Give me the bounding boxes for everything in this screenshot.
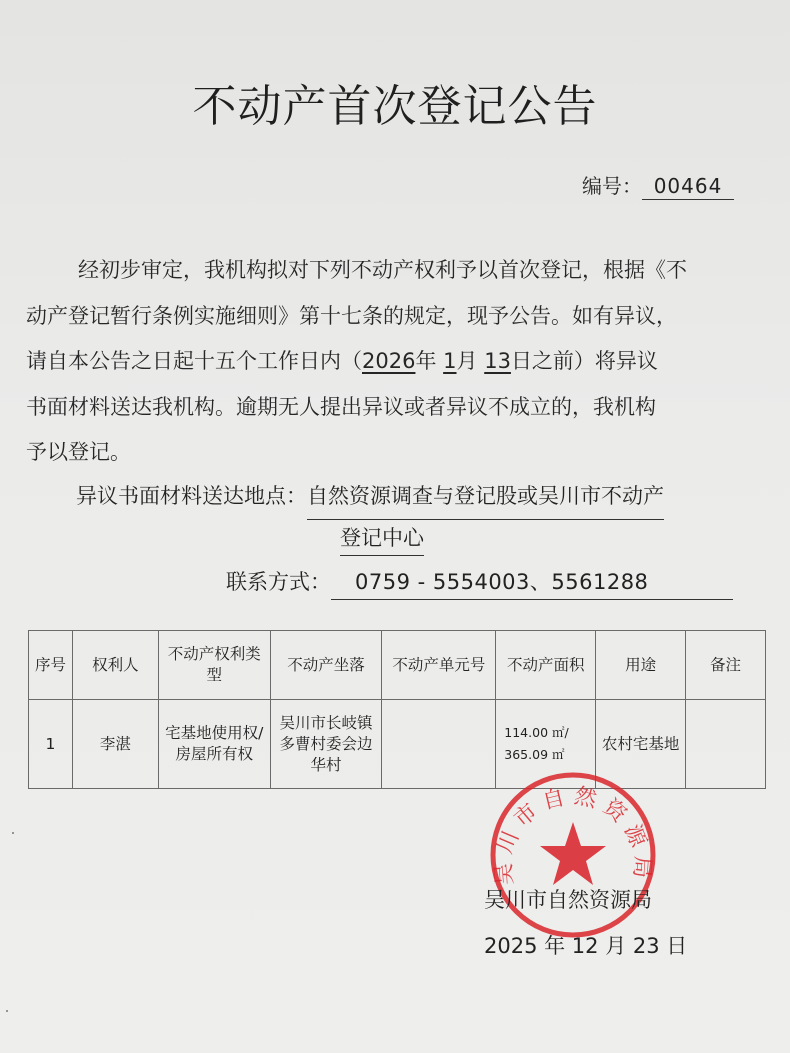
table-header-row	[29, 631, 766, 700]
cell-index: 1	[29, 700, 73, 789]
contact-label: 联系方式：	[226, 570, 331, 594]
issuing-agency: 吴川市自然资源局	[484, 888, 652, 912]
svg-text:吴川市自然资源局: 吴川市自然资源局	[491, 783, 655, 886]
submission-address	[76, 474, 664, 520]
deadline-year: 2026	[362, 349, 416, 373]
notice-number-value: 00464	[642, 174, 734, 200]
cell-owner: 李湛	[72, 700, 158, 789]
cell-usage: 农村宅基地	[596, 700, 686, 789]
paper-speck	[12, 832, 14, 834]
paragraph-line: 动产登记暂行条例实施细则》第十七条的规定，现予公告。如有异议，	[26, 303, 677, 328]
header-index: 序号	[29, 631, 73, 700]
deadline-day: 13	[484, 349, 511, 373]
header-area: 不动产面积	[496, 631, 596, 700]
header-location: 不动产坐落	[270, 631, 382, 700]
paragraph-line: 书面材料送达我机构。逾期无人提出异议或者异议不成立的，我机构	[26, 394, 656, 419]
header-usage: 用途	[596, 631, 686, 700]
cell-location: 吴川市长岐镇多曹村委会边华村	[270, 700, 382, 789]
paper-speck	[6, 1010, 8, 1012]
notice-paragraph	[26, 248, 746, 476]
paragraph-line: 经初步审定，我机构拟对下列不动产权利予以首次登记，根据《不	[78, 258, 687, 282]
page-title: 不动产首次登记公告	[192, 81, 598, 132]
submission-value-cont: 登记中心	[340, 521, 424, 556]
notice-number	[582, 170, 734, 200]
header-unit-no: 不动产单元号	[382, 631, 496, 700]
deadline-month: 1	[443, 349, 457, 373]
submission-label: 异议书面材料送达地点：	[76, 484, 307, 508]
cell-area: 114.00 ㎡/ 365.09 ㎡	[496, 700, 596, 789]
cell-remark	[686, 700, 766, 789]
header-remark: 备注	[686, 631, 766, 700]
registration-table	[28, 630, 766, 789]
cell-right-type: 宅基地使用权/房屋所有权	[158, 700, 270, 789]
paragraph-line-deadline: 请自本公告之日起十五个工作日内（2026年 1月 13日之前）将异议	[26, 349, 658, 373]
notice-number-label: 编号：	[582, 174, 642, 198]
official-seal-icon	[488, 770, 658, 940]
submission-address-cont	[340, 518, 424, 558]
issue-date: 2025 年 12 月 23 日	[484, 934, 688, 958]
paragraph-line: 予以登记。	[26, 440, 131, 464]
submission-value: 自然资源调查与登记股或吴川市不动产	[307, 474, 664, 520]
header-right-type: 不动产权利类型	[158, 631, 270, 700]
contact-info	[226, 565, 733, 600]
header-owner: 权利人	[72, 631, 158, 700]
contact-phone: 0759 - 5554003、5561288	[331, 565, 733, 600]
cell-unit-no	[382, 700, 496, 789]
